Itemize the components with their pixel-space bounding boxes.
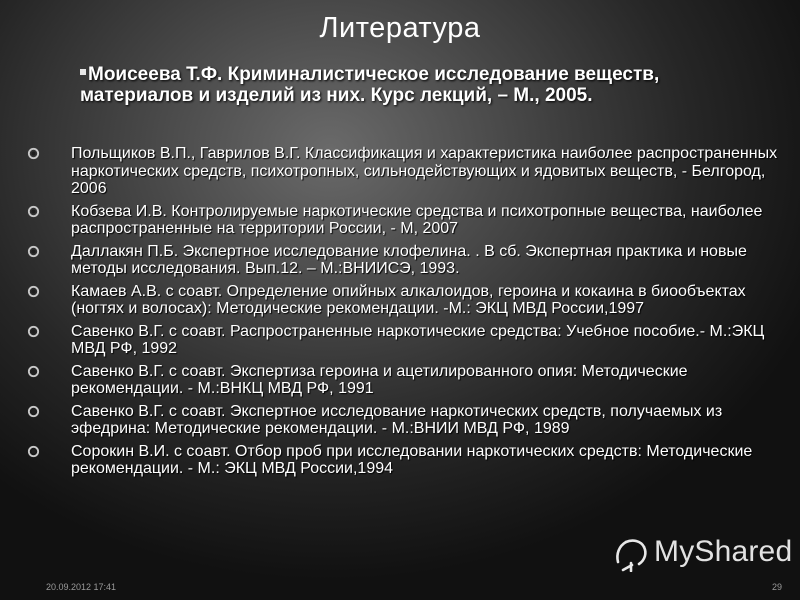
list-item: [24, 363, 784, 398]
slide-number: 29: [772, 582, 783, 592]
reference-text: Сорокин В.И. с соавт. Отбор проб при исследовании наркотических средств: Методические рекомендации. - М.: ЭКЦ МВД России,1994: [71, 442, 753, 477]
list-item: [24, 403, 784, 438]
ring-bullet-icon: [27, 245, 40, 258]
featured-reference: [80, 64, 770, 106]
slide-title: Литература: [319, 12, 481, 44]
slide-date: 20.09.2012 17:41: [46, 582, 117, 592]
reference-list: [24, 145, 784, 483]
watermark: [610, 532, 792, 572]
ring-bullet-icon: [27, 365, 40, 378]
list-item: [24, 443, 784, 478]
ring-bullet-icon: [27, 285, 40, 298]
watermark-text: MyShared: [654, 535, 793, 568]
list-item: [24, 145, 784, 198]
ring-bullet-icon: [27, 147, 40, 160]
featured-reference-text: Моисеева Т.Ф. Криминалистическое исследование веществ, материалов и изделий из них. Курс лекций, – М., 2005.: [80, 64, 660, 106]
ring-bullet-icon: [27, 405, 40, 418]
ring-bullet-icon: [27, 205, 40, 218]
list-item: [24, 283, 784, 318]
list-item: [24, 203, 784, 238]
reference-text: Савенко В.Г. с соавт. Экспертное исследование наркотических средств, получаемых из эфедрина: Методические рекомендации. - М.:ВНИИ МВД РФ, 1989: [71, 402, 723, 437]
reference-text: Камаев А.В. с соавт. Определение опийных алкалоидов, героина и кокаина в биообъектах (ногтях и волосах): Методические рекомендации. -М.: ЭКЦ МВД России,1997: [71, 282, 746, 317]
reference-text: Савенко В.Г. с соавт. Экспертиза героина и ацетилированного опия: Методические рекомендации. - М.:ВНКЦ МВД РФ, 1991: [71, 362, 688, 397]
list-item: [24, 243, 784, 278]
reference-text: Даллакян П.Б. Экспертное исследование клофелина. . В сб. Экспертная практика и новые методы исследования. Вып.12. – М.:ВНИИСЭ, 1993.: [71, 242, 747, 277]
ring-bullet-icon: [27, 445, 40, 458]
square-bullet-icon: [80, 69, 86, 75]
reference-text: Кобзева И.В. Контролируемые наркотические средства и психотропные вещества, наиболее распространенные на территории России, - М, 2007: [71, 202, 763, 237]
reference-text: Польщиков В.П., Гаврилов В.Г. Классификация и характеристика наиболее распространенных наркотических средств, психотропных, сильнодействующих и ядовитых веществ, - Белгород, 2006: [71, 145, 778, 197]
ring-bullet-icon: [27, 325, 40, 338]
reference-text: Савенко В.Г. с соавт. Распространенные наркотические средства: Учебное пособие.- М.:ЭКЦ МВД РФ, 1992: [71, 322, 765, 357]
myshared-logo-icon: [610, 532, 652, 572]
list-item: [24, 323, 784, 358]
